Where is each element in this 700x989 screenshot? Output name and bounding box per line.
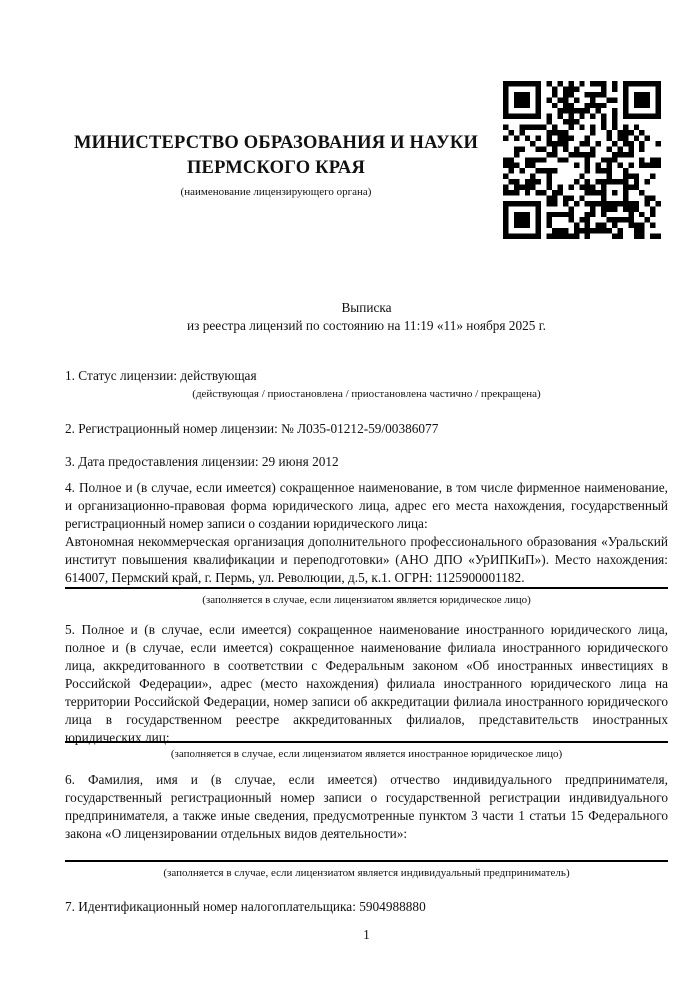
title-line-1: Выписка: [341, 300, 392, 315]
legal-entity-section: [65, 479, 668, 587]
foreign-entity-caption: (заполняется в случае, если лицензиатом является иностранное юридическое лицо): [170, 748, 563, 760]
entrepreneur-section: 6. Фамилия, имя и (в случае, если имеется) отчество индивидуального предпринимателя, государственный регистрационный номер записи о государственной регистрации индивидуального предпринимателя, а также иные сведения, предусмотренные пунктом 3 части 1 статьи 15 Федерального закона «О лицензировании отдельных видов деятельности»:: [65, 772, 668, 841]
foreign-entity-underline: [65, 741, 668, 743]
ministry-name-line-1: МИНИСТЕРСТВО ОБРАЗОВАНИЯ И НАУКИ: [73, 133, 479, 153]
registration-number-line: 2. Регистрационный номер лицензии: № Л035-01212-59/00386077: [65, 421, 439, 436]
document-title: [65, 299, 668, 335]
legal-entity-caption: (заполняется в случае, если лицензиатом является юридическое лицо): [202, 594, 531, 606]
grant-date-line: 3. Дата предоставления лицензии: 29 июня 2012: [65, 454, 339, 469]
title-line-2: из реестра лицензий по состоянию на 11:19 «11» ноября 2025 г.: [187, 318, 546, 333]
ministry-header: [65, 131, 487, 199]
legal-entity-underline: [65, 587, 668, 589]
license-status-line: 1. Статус лицензии: действующая: [65, 368, 257, 383]
legal-entity-heading: 4. Полное и (в случае, если имеется) сокращенное наименование, в том числе фирменное наименование, и организационно-правовая форма юридического лица, адрес его места нахождения, государственный регистрационный номер записи о создании юридического лица:: [65, 480, 668, 531]
ministry-name-line-2: ПЕРМСКОГО КРАЯ: [186, 158, 366, 178]
license-status-options-caption: (действующая / приостановлена / приостановлена частично / прекращена): [192, 388, 541, 400]
entrepreneur-caption: (заполняется в случае, если лицензиатом является индивидуальный предприниматель): [163, 867, 570, 879]
entrepreneur-underline: [65, 860, 668, 862]
page-number: 1: [363, 927, 370, 942]
foreign-entity-section: 5. Полное и (в случае, если имеется) сокращенное наименование иностранного юридического лица, полное и (в случае, если имеется) сокращенное наименование филиала иностранного юридического лица, аккредитованного в соответствии с Федеральным законом «Об иностранных инвестициях в Российской Федерации», адрес (место нахождения) филиала иностранного юридического лица на территории Российской Федерации, номер записи об аккредитации филиала иностранного юридического лица в государственном реестре аккредитованных филиалов, представительств иностранных юридических лиц:: [65, 622, 668, 745]
legal-entity-value: Автономная некоммерческая организация дополнительного профессионального образования «Уральский институт повышения квалификации и переподготовки» (АНО ДПО «УрИПКиП»). Место нахождения: 614007, Пермский край, г. Пермь, ул. Революции, д.5, к.1. ОГРН: 1125900001182.: [65, 534, 668, 585]
licensing-authority-caption: (наименование лицензирующего органа): [180, 186, 372, 198]
inn-line: 7. Идентификационный номер налогоплательщика: 5904988880: [65, 899, 426, 914]
qr-code-icon: [503, 81, 661, 239]
